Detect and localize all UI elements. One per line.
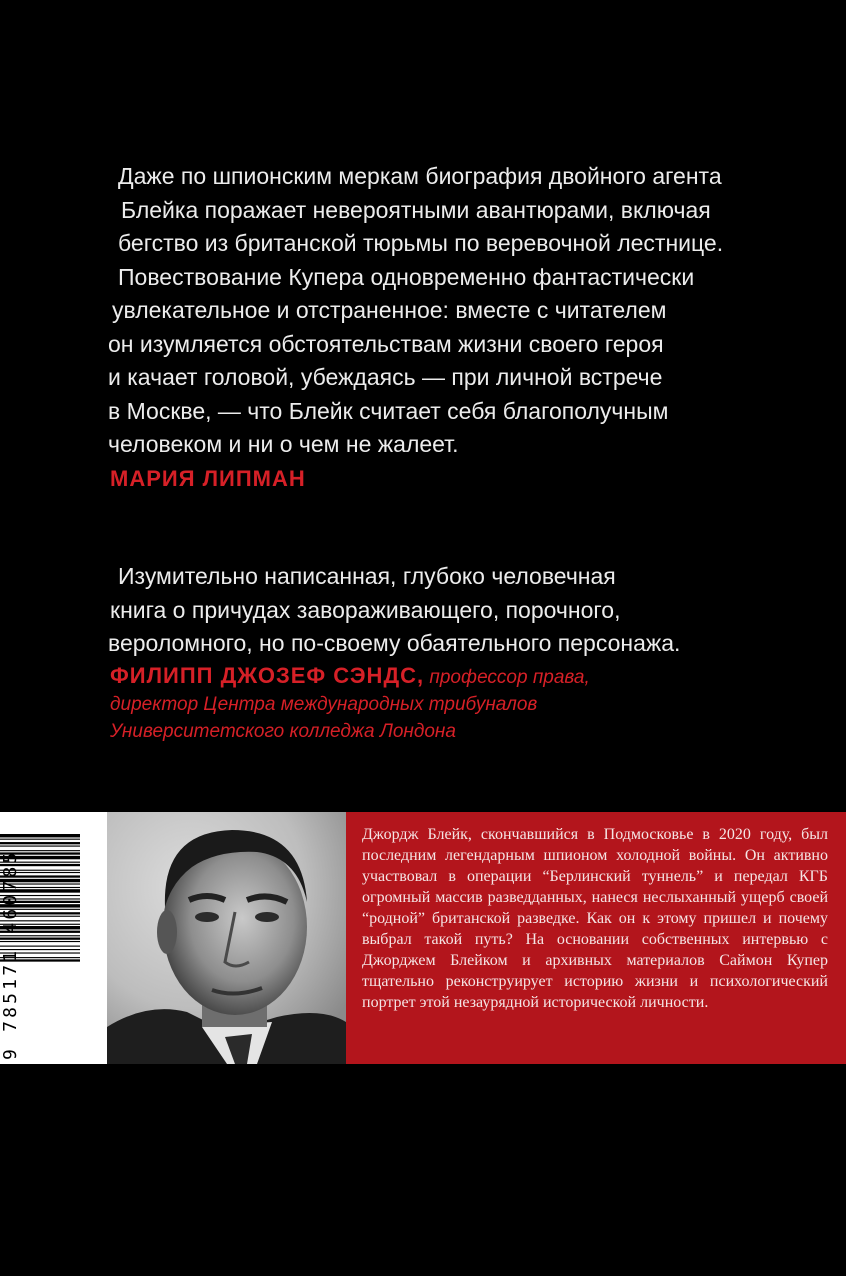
quote-1-author: МАРИЯ ЛИПМАН — [110, 465, 306, 491]
quote-2-line-3: вероломного, но по-своему обаятельного персонажа. — [108, 630, 681, 656]
barcode — [0, 812, 107, 1064]
quote-1-line-3: бегство из британской тюрьмы по веревочной лестнице. — [118, 230, 724, 256]
quote-1-line-4: Повествование Купера одновременно фантастически — [118, 263, 695, 290]
quote-1-line-8: в Москве, — что Блейк считает себя благополучным — [108, 397, 669, 424]
quote-block-1 — [0, 160, 846, 494]
barcode-bar — [0, 846, 80, 847]
isbn-number: 9 785171 460785 — [0, 849, 21, 1060]
blurb-text: Джордж Блейк, скончавшийся в Подмосковье в 2020 году, был последним легендарным шпионом холодной войны. Он активно участвовал в операции “Берлинский туннель” и передал КГБ огромный массив разведданных, нанеся неслыханный ущерб своей “родной” британской разведке. Как он к этому пришел и почему выбрал такой путь? На основании собственных интервью с Джорджем Блейком и архивных материалов Саймон Купер тщательно реконструирует историю жизни и психологический портрет этой незаурядной исторической личности. — [362, 826, 828, 1011]
quote-1-line-7: и качает головой, убеждаясь — при личной встрече — [108, 364, 663, 390]
barcode-bar — [0, 842, 80, 844]
quote-2-author-line-2 — [0, 692, 846, 717]
quote-2-line-2: книга о причудах завораживающего, порочного, — [110, 596, 621, 623]
quote-2-author-role-3: Университетского колледжа Лондона — [110, 720, 456, 742]
quote-2-author-role-1: профессор права, — [424, 666, 590, 688]
portrait-photo — [107, 812, 346, 1064]
quote-1-line-9: человеком и ни о чем не жалеет. — [108, 431, 459, 457]
quote-1-line-2: Блейка поражает невероятными авантюрами, включая — [121, 196, 711, 223]
quote-2-line-1: Изумительно написанная, глубоко человечная — [118, 563, 616, 589]
barcode-bar — [0, 834, 80, 837]
barcode-bar — [0, 839, 80, 840]
quote-block-2 — [0, 560, 846, 744]
quote-1-line-5: увлекательное и отстраненное: вместе с читателем — [112, 297, 667, 323]
quote-1-line-1: Даже по шпионским меркам биография двойного агента — [118, 163, 722, 189]
bottom-strip — [0, 812, 846, 1064]
quote-2-author-role-2: директор Центра международных трибуналов — [110, 693, 538, 715]
blurb-panel — [346, 812, 846, 1064]
quote-1-line-6: он изумляется обстоятельствам жизни своего героя — [108, 330, 664, 357]
quote-2-author — [0, 663, 846, 690]
quote-2-author-name: ФИЛИПП ДЖОЗЕФ СЭНДС, — [110, 662, 425, 688]
quote-2-author-line-3 — [0, 719, 846, 744]
